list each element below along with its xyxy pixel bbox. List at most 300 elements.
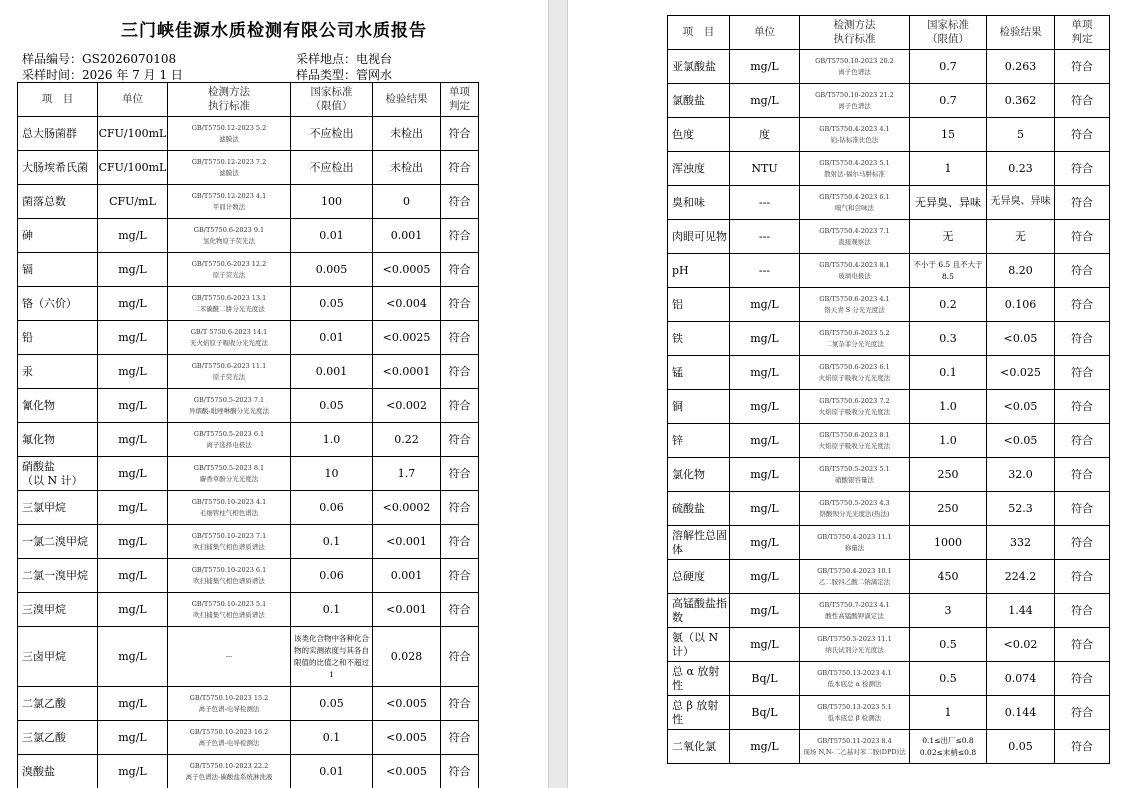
- cell-judge: 符合: [441, 389, 479, 423]
- cell-unit: mg/L: [98, 219, 168, 253]
- cell-judge: 符合: [1055, 526, 1110, 560]
- method-standard: GB/T5750.6-2023 13.1: [191, 293, 267, 302]
- cell-judge: 符合: [441, 117, 479, 151]
- method-name: 离子色谱-电导检测法: [198, 705, 260, 713]
- cell-unit: mg/L: [98, 755, 168, 788]
- header-judge: [1055, 16, 1110, 50]
- cell-method: [800, 152, 910, 186]
- cell-item: 色度: [668, 118, 730, 152]
- cell-limit: 1: [910, 152, 987, 186]
- cell-judge: 符合: [441, 755, 479, 788]
- cell-limit: 0.05: [291, 687, 373, 721]
- cell-judge: 符合: [1055, 288, 1110, 322]
- cell-method: [168, 559, 291, 593]
- table-row: [18, 721, 479, 755]
- cell-unit: mg/L: [730, 84, 800, 118]
- method-standard: GB/T5750.10-2023 7.1: [191, 531, 267, 540]
- header-limit: [910, 16, 987, 50]
- method-standard: GB/T5750.4-2023 5.1: [819, 158, 890, 167]
- cell-item: 二氧化氯: [668, 730, 730, 764]
- method-name: 铂-钴标准比色法: [830, 136, 879, 144]
- cell-judge: 符合: [441, 151, 479, 185]
- header-method-line1: 检测方法: [833, 19, 876, 32]
- method-standard: GB/T5750.12-2023 5.2: [191, 123, 267, 132]
- table-row: [18, 117, 479, 151]
- cell-unit: mg/L: [98, 559, 168, 593]
- cell-judge: 符合: [1055, 458, 1110, 492]
- cell-judge: 符合: [1055, 186, 1110, 220]
- cell-item: 大肠埃希氏菌: [18, 151, 98, 185]
- cell-judge: 符合: [1055, 390, 1110, 424]
- cell-unit: mg/L: [730, 424, 800, 458]
- cell-judge: 符合: [441, 627, 479, 687]
- cell-item: 锰: [668, 356, 730, 390]
- table-row: [18, 457, 479, 491]
- sample-type-value: 管网水: [356, 68, 393, 82]
- table-row: [668, 152, 1110, 186]
- cell-result: 未检出: [373, 117, 441, 151]
- header-unit: 单位: [98, 83, 168, 117]
- cell-unit: mg/L: [730, 730, 800, 764]
- cell-result: <0.005: [373, 721, 441, 755]
- method-standard: GB/T5750.10-2023 20.2: [815, 56, 894, 65]
- cell-judge: 符合: [441, 355, 479, 389]
- cell-method: [168, 721, 291, 755]
- sample-time-label: 采样时间：: [22, 68, 83, 82]
- cell-limit: 0.05: [291, 389, 373, 423]
- cell-result: 32.0: [987, 458, 1055, 492]
- cell-item: 锌: [668, 424, 730, 458]
- cell-unit: mg/L: [98, 457, 168, 491]
- method-name: 离子色谱法: [838, 68, 871, 76]
- cell-unit: mg/L: [98, 525, 168, 559]
- cell-result: <0.002: [373, 389, 441, 423]
- cell-method: [168, 287, 291, 321]
- cell-judge: 符合: [441, 457, 479, 491]
- header-limit-line1: 国家标准: [927, 19, 969, 32]
- method-standard: GB/T5750.6-2023 5.2: [819, 328, 890, 337]
- method-name: 散射法-福尔马肼标准: [824, 170, 885, 178]
- cell-judge: 符合: [1055, 356, 1110, 390]
- cell-result: 0.23: [987, 152, 1055, 186]
- cell-unit: ---: [730, 220, 800, 254]
- table-row: [668, 730, 1110, 764]
- method-standard: GB/T5750.10-2023 6.1: [191, 565, 267, 574]
- method-name: 火焰原子吸收分光光度法: [818, 442, 891, 450]
- cell-method: [800, 594, 910, 628]
- cell-judge: 符合: [441, 287, 479, 321]
- cell-result: <0.02: [987, 628, 1055, 662]
- cell-item: 溶解性总固体: [668, 526, 730, 560]
- table-row: [668, 356, 1110, 390]
- cell-method: [800, 50, 910, 84]
- table-row: [18, 525, 479, 559]
- cell-limit: 1.0: [910, 390, 987, 424]
- cell-result: <0.05: [987, 322, 1055, 356]
- cell-judge: 符合: [1055, 118, 1110, 152]
- cell-judge: 符合: [1055, 662, 1110, 696]
- table-row: [18, 559, 479, 593]
- cell-method: [800, 730, 910, 764]
- table-row: [18, 185, 479, 219]
- cell-limit: 0.5: [910, 662, 987, 696]
- method-name: 麝香草酚分光光度法: [199, 475, 259, 483]
- cell-limit: 0.1: [291, 721, 373, 755]
- method-name: 二氮杂菲分光光度法: [825, 340, 884, 348]
- cell-judge: 符合: [441, 253, 479, 287]
- method-standard: GB/T5750.10-2023 21.2: [815, 90, 894, 99]
- method-name: 离子选择电极法: [206, 441, 252, 449]
- header-result: 检验结果: [373, 83, 441, 117]
- header-method-line2: 执行标准: [833, 32, 876, 45]
- cell-item: 铁: [668, 322, 730, 356]
- cell-result: <0.0002: [373, 491, 441, 525]
- cell-limit: 0.05: [291, 287, 373, 321]
- cell-method: [168, 593, 291, 627]
- method-name: 毛细管柱气相色谱法: [199, 509, 259, 517]
- cell-limit: 1.0: [910, 424, 987, 458]
- cell-result: <0.0001: [373, 355, 441, 389]
- cell-limit: 0.005: [291, 253, 373, 287]
- table-row: [18, 627, 479, 687]
- method-name: 酸性高锰酸钾滴定法: [825, 612, 884, 620]
- method-standard: GB/T5750.12-2023 7.2: [191, 157, 267, 166]
- method-standard: GB/T5750.13-2023 5.1: [817, 702, 892, 711]
- cell-unit: Bq/L: [730, 662, 800, 696]
- method-name: 火焰原子吸收分光光度法: [818, 408, 891, 416]
- cell-item: 硝酸盐 （以 N 计）: [18, 457, 98, 491]
- cell-unit: 度: [730, 118, 800, 152]
- cell-item: pH: [668, 254, 730, 288]
- cell-judge: 符合: [1055, 254, 1110, 288]
- page-edge: [548, 0, 549, 788]
- header-result: 检验结果: [987, 16, 1055, 50]
- table-row: [668, 254, 1110, 288]
- method-name: 氢化物原子荧光法: [203, 237, 255, 245]
- method-name: 铬酸钡分光光度法(热法): [819, 510, 890, 518]
- cell-result: 332: [987, 526, 1055, 560]
- cell-result: <0.05: [987, 424, 1055, 458]
- method-name: 直接观察法: [838, 238, 871, 246]
- cell-limit: 0.3: [910, 322, 987, 356]
- cell-item: 氯酸盐: [668, 84, 730, 118]
- cell-result: 0.362: [987, 84, 1055, 118]
- cell-result: 0.05: [987, 730, 1055, 764]
- method-name: 乙二胺四乙酸二钠滴定法: [818, 578, 891, 586]
- header-method: [800, 16, 910, 50]
- header-item: 项 目: [668, 16, 730, 50]
- cell-judge: 符合: [441, 423, 479, 457]
- cell-result: 5: [987, 118, 1055, 152]
- cell-item: 菌落总数: [18, 185, 98, 219]
- table-row: [18, 491, 479, 525]
- header-limit-line2: （限值）: [310, 99, 353, 112]
- cell-method: [800, 696, 910, 730]
- cell-judge: 符合: [441, 491, 479, 525]
- cell-unit: mg/L: [98, 593, 168, 627]
- table-row: [18, 151, 479, 185]
- method-name: 滤膜法: [219, 135, 239, 143]
- cell-method: [800, 356, 910, 390]
- cell-limit: 无: [910, 220, 987, 254]
- cell-method: [800, 526, 910, 560]
- method-standard: GB/T5750.6-2023 4.1: [819, 294, 890, 303]
- table-row: [668, 424, 1110, 458]
- cell-item: 高锰酸盐指数: [668, 594, 730, 628]
- header-judge-line2: 判定: [1071, 32, 1093, 45]
- table-row: [18, 755, 479, 788]
- cell-judge: 符合: [1055, 322, 1110, 356]
- cell-limit: 不小于 6.5 且不大于 8.5: [910, 254, 987, 288]
- cell-result: 无异臭、异味: [987, 186, 1055, 220]
- header-method-line2: 执行标准: [208, 99, 250, 112]
- cell-method: [168, 627, 291, 687]
- method-standard: GB/T5750.12-2023 4.1: [191, 191, 267, 200]
- cell-item: 溴酸盐: [18, 755, 98, 788]
- method-standard: GB/T5750.4-2023 8.1: [819, 260, 890, 269]
- cell-method: [800, 322, 910, 356]
- cell-item: 亚氯酸盐: [668, 50, 730, 84]
- cell-method: [800, 220, 910, 254]
- cell-item: 浑浊度: [668, 152, 730, 186]
- table-row: [18, 253, 479, 287]
- method-standard: GB/T5750.6-2023 6.1: [819, 362, 890, 371]
- method-standard: GB/T5750.10-2023 15.2: [189, 693, 269, 702]
- report-page-2: [568, 0, 1132, 788]
- method-standard: GB/T5750.10-2023 4.1: [191, 497, 267, 506]
- cell-unit: Bq/L: [730, 696, 800, 730]
- cell-judge: 符合: [1055, 730, 1110, 764]
- method-standard: GB/T5750.10-2023 5.1: [191, 599, 267, 608]
- cell-result: 0.263: [987, 50, 1055, 84]
- method-standard: GB/T5750.4-2023 11.1: [817, 532, 892, 541]
- table-row: [18, 321, 479, 355]
- header-unit: 单位: [730, 16, 800, 50]
- cell-result: 8.20: [987, 254, 1055, 288]
- sample-location-label: 采样地点：: [296, 52, 357, 66]
- cell-result: <0.025: [987, 356, 1055, 390]
- table-row: [668, 50, 1110, 84]
- cell-result: <0.05: [987, 390, 1055, 424]
- cell-limit: 无异臭、异味: [910, 186, 987, 220]
- cell-method: [800, 662, 910, 696]
- cell-result: 52.3: [987, 492, 1055, 526]
- cell-judge: 符合: [1055, 560, 1110, 594]
- cell-item: 硫酸盐: [668, 492, 730, 526]
- cell-method: [168, 117, 291, 151]
- header-judge-line2: 判定: [449, 99, 470, 112]
- table-row: [668, 118, 1110, 152]
- cell-limit: 0.01: [291, 219, 373, 253]
- table-row: [668, 628, 1110, 662]
- table-header-row: [18, 83, 479, 117]
- cell-limit: 10: [291, 457, 373, 491]
- method-name: 无火焰原子吸收分光光度法: [190, 339, 268, 347]
- result-table-right: [667, 15, 1110, 764]
- table-row: [18, 593, 479, 627]
- cell-method: [800, 288, 910, 322]
- cell-judge: 符合: [441, 525, 479, 559]
- cell-method: [168, 151, 291, 185]
- cell-limit: 0.01: [291, 321, 373, 355]
- method-standard: GB/T5750.6-2023 12.2: [191, 259, 267, 268]
- table-row: [668, 696, 1110, 730]
- cell-judge: 符合: [1055, 628, 1110, 662]
- method-standard: GB/T5750.10-2023 22.2: [189, 761, 269, 770]
- cell-result: 未检出: [373, 151, 441, 185]
- cell-limit: 该类化合物中各种化合物的实测浓度与其各自限值的比值之和不超过 1: [291, 627, 373, 687]
- header-limit: [291, 83, 373, 117]
- cell-unit: mg/L: [730, 50, 800, 84]
- method-name: 二苯碳酰二肼分光光度法: [193, 305, 265, 313]
- cell-limit: 0.1: [291, 525, 373, 559]
- cell-method: [168, 423, 291, 457]
- method-standard: GB/T5750.11-2023 8.4: [817, 736, 892, 745]
- method-name: 现场 N,N-二乙基对苯二胺(DPD)法: [803, 748, 906, 756]
- cell-unit: mg/L: [98, 721, 168, 755]
- cell-limit: 不应检出: [291, 117, 373, 151]
- method-name: 吹扫捕集气相色谱质谱法: [193, 577, 265, 585]
- cell-method: [800, 186, 910, 220]
- cell-method: [800, 560, 910, 594]
- cell-result: 0: [373, 185, 441, 219]
- method-standard: GB/T5750.4-2023 10.1: [817, 566, 892, 575]
- method-name: 低本底总 β 检测法: [827, 714, 882, 722]
- cell-item: 铝: [668, 288, 730, 322]
- method-standard: GB/T5750.4-2023 7.1: [819, 226, 890, 235]
- cell-limit: 0.01: [291, 755, 373, 788]
- cell-method: [800, 458, 910, 492]
- result-table-left: [17, 82, 479, 788]
- cell-limit: 15: [910, 118, 987, 152]
- cell-item: 三卤甲烷: [18, 627, 98, 687]
- method-name: 滤膜法: [219, 169, 239, 177]
- table-row: [668, 560, 1110, 594]
- cell-unit: NTU: [730, 152, 800, 186]
- cell-item: 氨（以 N 计）: [668, 628, 730, 662]
- cell-result: 0.001: [373, 559, 441, 593]
- cell-item: 三溴甲烷: [18, 593, 98, 627]
- cell-method: [168, 321, 291, 355]
- cell-judge: 符合: [441, 593, 479, 627]
- cell-unit: mg/L: [98, 389, 168, 423]
- method-name: 嗅气和尝味法: [835, 204, 874, 212]
- method-standard: GB/T5750.4-2023 4.1: [819, 124, 890, 133]
- cell-item: 铜: [668, 390, 730, 424]
- cell-unit: mg/L: [730, 526, 800, 560]
- method-standard: GB/T 5750.6-2023 14.1: [190, 327, 268, 336]
- method-name: 离子色谱-电导检测法: [198, 739, 260, 747]
- cell-limit: 0.1≤出厂≤0.8 0.02≤末梢≤0.8: [910, 730, 987, 764]
- cell-item: 总大肠菌群: [18, 117, 98, 151]
- cell-method: [800, 390, 910, 424]
- cell-result: 0.106: [987, 288, 1055, 322]
- method-name: 火焰原子吸收分光光度法: [818, 374, 891, 382]
- report-page-1: [0, 0, 548, 788]
- cell-unit: CFU/100mL: [98, 117, 168, 151]
- cell-method: [168, 491, 291, 525]
- cell-method: [168, 389, 291, 423]
- cell-item: 总 β 放射性: [668, 696, 730, 730]
- table-row: [668, 288, 1110, 322]
- cell-result: <0.005: [373, 755, 441, 788]
- cell-limit: 0.5: [910, 628, 987, 662]
- method-name: 吹扫捕集气相色谱质谱法: [193, 543, 265, 551]
- cell-unit: CFU/mL: [98, 185, 168, 219]
- table-row: [668, 594, 1110, 628]
- sample-no-value: GS2026070108: [82, 52, 177, 66]
- cell-unit: ---: [730, 254, 800, 288]
- cell-item: 氰化物: [18, 389, 98, 423]
- cell-result: 0.001: [373, 219, 441, 253]
- sample-no: [22, 50, 176, 67]
- cell-limit: 0.2: [910, 288, 987, 322]
- sample-no-label: 样品编号：: [22, 52, 83, 66]
- cell-unit: mg/L: [730, 458, 800, 492]
- cell-item: 总硬度: [668, 560, 730, 594]
- cell-result: 0.22: [373, 423, 441, 457]
- cell-judge: 符合: [1055, 594, 1110, 628]
- cell-item: 氯化物: [668, 458, 730, 492]
- method-standard: GB/T5750.5-2023 11.1: [817, 634, 892, 643]
- method-name: 离子色谱法-碳酸盐系统淋洗液: [185, 773, 273, 781]
- cell-limit: 1000: [910, 526, 987, 560]
- cell-method: [168, 253, 291, 287]
- cell-method: [168, 687, 291, 721]
- cell-method: [168, 185, 291, 219]
- table-row: [668, 526, 1110, 560]
- cell-limit: 250: [910, 458, 987, 492]
- cell-unit: mg/L: [98, 491, 168, 525]
- cell-judge: 符合: [441, 185, 479, 219]
- cell-result: 0.144: [987, 696, 1055, 730]
- header-judge: [441, 83, 479, 117]
- header-method-line1: 检测方法: [208, 86, 250, 99]
- cell-result: 1.7: [373, 457, 441, 491]
- cell-result: 1.44: [987, 594, 1055, 628]
- cell-method: [800, 254, 910, 288]
- cell-result: 0.028: [373, 627, 441, 687]
- cell-method: [800, 628, 910, 662]
- method-standard: GB/T5750.6-2023 9.1: [193, 225, 265, 234]
- sample-location: [296, 50, 392, 67]
- cell-unit: mg/L: [730, 390, 800, 424]
- cell-unit: mg/L: [730, 492, 800, 526]
- method-standard: GB/T5750.10-2023 16.2: [189, 727, 269, 736]
- method-name: 低本底总 α 检测法: [827, 680, 882, 688]
- method-standard: GB/T5750.6-2023 11.1: [191, 361, 267, 370]
- sample-time: [22, 66, 183, 83]
- sample-type-label: 样品类型：: [296, 68, 357, 82]
- table-row: [668, 662, 1110, 696]
- cell-unit: mg/L: [98, 687, 168, 721]
- cell-judge: 符合: [441, 721, 479, 755]
- method-name: 离子色谱法: [838, 102, 871, 110]
- cell-limit: 1: [910, 696, 987, 730]
- method-name: 纳氏试剂分光光度法: [825, 646, 884, 654]
- cell-judge: 符合: [441, 321, 479, 355]
- method-name: 原子荧光法: [212, 373, 246, 381]
- cell-item: 砷: [18, 219, 98, 253]
- cell-judge: 符合: [441, 219, 479, 253]
- cell-result: 无: [987, 220, 1055, 254]
- table-row: [18, 355, 479, 389]
- cell-item: 氟化物: [18, 423, 98, 457]
- cell-method: [800, 424, 910, 458]
- cell-item: 二氯一溴甲烷: [18, 559, 98, 593]
- report-title: 三门峡佳源水质检测有限公司水质报告: [121, 21, 427, 41]
- cell-unit: mg/L: [730, 322, 800, 356]
